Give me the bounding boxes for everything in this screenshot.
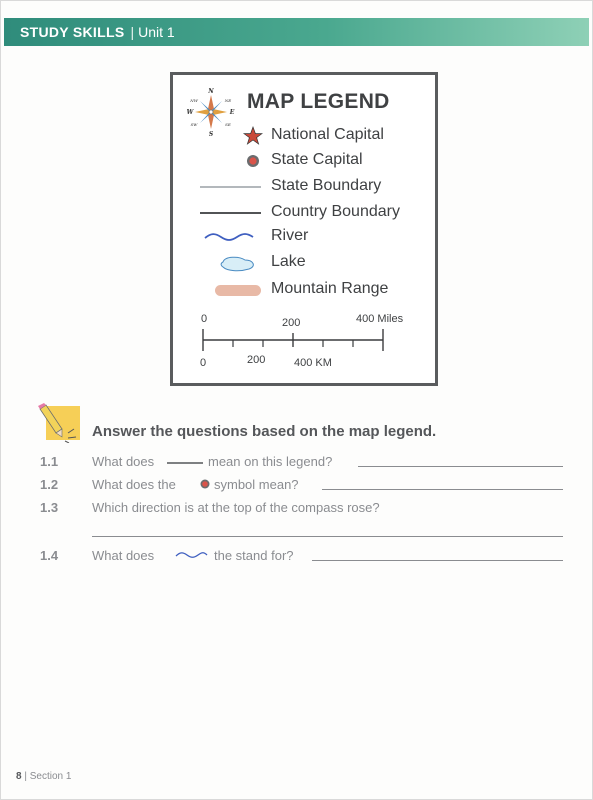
legend-item-state-capital (173, 150, 435, 172)
compass-ne: NE (224, 98, 232, 103)
question-1-1 (40, 454, 570, 478)
legend-title: MAP LEGEND (247, 90, 390, 113)
dot-icon (199, 478, 211, 490)
legend-item-river (173, 226, 435, 248)
map-scale (173, 313, 435, 373)
question-text: What does the (92, 477, 176, 492)
scale-bottom-label: 200 (247, 354, 266, 366)
question-text: What does (92, 548, 155, 563)
legend-item-label: State Capital (271, 151, 363, 168)
unit-header (4, 18, 589, 46)
legend-item-national-capital (173, 125, 435, 147)
legend-item-state-boundary (173, 176, 435, 198)
legend-item-lake (173, 252, 435, 274)
legend-item-mountain-range (173, 279, 435, 301)
thick-line-icon (166, 460, 204, 466)
header-unit: Unit 1 (138, 24, 175, 40)
wave-icon (174, 550, 208, 560)
question-text: the stand for? (214, 548, 294, 563)
footer-separator: | (24, 771, 27, 782)
answer-line-1-3[interactable] (92, 536, 563, 537)
legend-item-label: National Capital (271, 126, 384, 143)
scale-bottom-label: 0 (200, 357, 207, 369)
question-text: symbol mean? (214, 477, 299, 492)
compass-w: W (187, 109, 194, 116)
legend-item-label: State Boundary (271, 177, 382, 194)
compass-sw: SW (190, 122, 198, 127)
answer-line-1-1[interactable] (358, 466, 563, 467)
question-number: 1.3 (40, 500, 59, 515)
question-1-2 (40, 477, 570, 501)
legend-item-country-boundary (173, 202, 435, 224)
scale-top-label: 400 Miles (356, 313, 404, 325)
scale-top-label: 0 (201, 313, 208, 325)
star-icon (193, 125, 263, 147)
compass-n: N (208, 88, 214, 95)
compass-s: S (208, 131, 214, 137)
legend-item-label: River (271, 227, 309, 244)
question-text: mean on this legend? (208, 454, 333, 469)
page-number: 8 (16, 771, 22, 782)
compass-e: E (229, 109, 235, 116)
question-number: 1.1 (40, 454, 59, 469)
mountain-icon (193, 279, 263, 301)
thin-line-icon (193, 176, 263, 198)
question-number: 1.2 (40, 477, 59, 492)
scale-bar (173, 327, 435, 357)
legend-item-label: Mountain Range (271, 280, 389, 297)
legend-item-label: Country Boundary (271, 203, 400, 220)
footer-section: Section 1 (29, 771, 72, 782)
thick-line-icon (193, 202, 263, 224)
scale-bottom-label: 400 KM (294, 357, 332, 369)
compass-se: SE (225, 122, 231, 127)
compass-nw: NW (190, 98, 198, 103)
answer-line-1-2[interactable] (322, 489, 563, 490)
answer-line-1-4[interactable] (312, 560, 563, 561)
dot-icon (193, 150, 263, 172)
question-1-3 (40, 500, 570, 524)
question-text: What does (92, 454, 155, 469)
question-1-4 (40, 548, 570, 572)
header-title: STUDY SKILLS (20, 24, 125, 40)
pencil-icon (38, 403, 86, 443)
scale-top-label: 200 (282, 317, 301, 329)
question-number: 1.4 (40, 548, 59, 563)
instruction-text: Answer the questions based on the map legend. (92, 423, 437, 440)
wave-icon (193, 226, 263, 248)
header-separator: | (130, 24, 135, 40)
lake-icon (193, 252, 263, 274)
question-text: Which direction is at the top of the compass rose? (92, 500, 380, 515)
map-legend-box (170, 72, 438, 386)
legend-item-label: Lake (271, 253, 306, 270)
page-footer (16, 771, 71, 782)
